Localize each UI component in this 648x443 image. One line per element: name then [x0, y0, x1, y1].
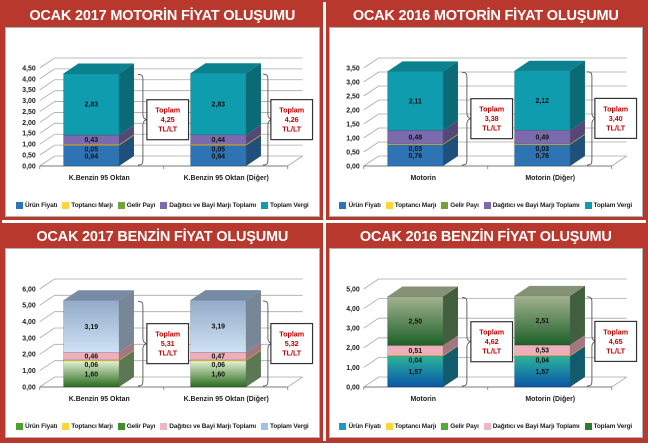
chart-quadrant-2016-motorin: [326, 2, 647, 220]
legend-swatch-icon: [118, 423, 125, 430]
segment-value-label: 2,83: [211, 101, 226, 109]
bar: [387, 61, 457, 166]
total-box-value: 5,31: [160, 340, 175, 349]
x-category-label: Motorin (Diğer): [524, 395, 575, 404]
legend-label: Dağıtıcı ve Bayi Marjı Toplamı: [492, 201, 580, 209]
y-tick-label: 0,00: [345, 384, 360, 392]
legend-swatch-icon: [16, 423, 23, 430]
legend-label: Toplam Vergi: [593, 201, 633, 209]
segment-value-label: 3,19: [211, 323, 226, 331]
gridline: [40, 279, 303, 289]
legend-item: [160, 423, 256, 430]
y-tick-label: 2,00: [345, 345, 360, 353]
chart-title: OCAK 2017 MOTORİN FİYAT OLUŞUMU: [29, 8, 296, 24]
chart-legend: [330, 417, 643, 437]
y-tick-label: 0,50: [22, 152, 36, 160]
legend-swatch-icon: [484, 423, 491, 430]
legend-label: Gelir Payı: [126, 201, 156, 209]
total-box-unit: TL/LT: [158, 349, 178, 358]
legend-swatch-icon: [386, 423, 393, 430]
chart-canvas: [6, 249, 319, 417]
total-box-label: Toplam: [478, 105, 504, 114]
bar: [514, 286, 584, 387]
legend-label: Gelir Payı: [450, 422, 479, 430]
chart-canvas: [330, 28, 643, 196]
y-tick-label: 5,00: [22, 302, 36, 310]
x-category-label: Motorin: [410, 174, 436, 183]
legend-item: [386, 202, 436, 209]
segment-value-label: 0,05: [84, 146, 99, 154]
bar-side-face: [443, 61, 458, 130]
segment-value-label: 3,19: [84, 323, 99, 331]
y-tick-label: 1,00: [345, 135, 360, 143]
segment-value-label: 0,76: [408, 152, 422, 160]
bar: [64, 290, 134, 387]
y-tick-label: 0,00: [345, 163, 360, 171]
brace: [138, 301, 147, 386]
y-tick-label: 3,50: [345, 65, 360, 73]
legend-item: [441, 423, 479, 430]
total-box-unit: TL/LT: [481, 124, 501, 133]
legend-label: Toptancı Marjı: [394, 422, 437, 430]
y-tick-label: 4,50: [22, 65, 36, 73]
bar: [191, 290, 261, 387]
segment-value-label: 0,04: [535, 357, 549, 365]
y-tick-label: 3,00: [345, 79, 360, 87]
legend-item: [261, 202, 309, 209]
total-box-value: 3,40: [608, 114, 623, 123]
segment-value-label: 0,46: [84, 353, 99, 361]
legend-label: Toplam Vergi: [593, 422, 633, 430]
chart-legend: [6, 196, 319, 216]
chart-legend: [330, 196, 643, 216]
segment-value-label: 0,94: [211, 153, 226, 161]
chart-panel: [329, 248, 644, 438]
legend-item: [339, 202, 380, 209]
brace: [138, 74, 147, 165]
bar-side-face: [119, 63, 134, 135]
y-tick-label: 1,00: [345, 364, 360, 372]
segment-value-label: 0,06: [211, 362, 226, 370]
chart-quadrant-2017-benzin: [2, 223, 323, 441]
segment-value-label: 1,60: [211, 371, 226, 379]
legend-item: [118, 423, 156, 430]
x-category-label: Motorin (Diğer): [524, 174, 575, 183]
total-box-label: Toplam: [155, 330, 181, 339]
legend-label: Toptancı Marjı: [71, 422, 113, 430]
chart-title: OCAK 2017 BENZİN FİYAT OLUŞUMU: [36, 229, 289, 245]
bar-side-face: [570, 286, 585, 345]
legend-swatch-icon: [484, 202, 491, 209]
chart-legend: [6, 417, 319, 437]
total-box-unit: TL/LT: [605, 124, 625, 133]
y-tick-label: 2,00: [345, 107, 360, 115]
legend-label: Toptancı Marjı: [394, 201, 437, 209]
legend-label: Ürün Fiyatı: [348, 422, 381, 430]
bar: [514, 61, 584, 166]
segment-value-label: 2,12: [535, 97, 549, 105]
total-box-value: 3,38: [484, 115, 499, 124]
legend-label: Gelir Payı: [126, 422, 156, 430]
bar: [64, 63, 134, 166]
segment-value-label: 0,47: [211, 353, 226, 361]
legend-swatch-icon: [339, 423, 346, 430]
legend-swatch-icon: [339, 202, 346, 209]
total-box-label: Toplam: [279, 330, 305, 339]
legend-item: [62, 202, 112, 209]
segment-value-label: 0,49: [535, 134, 549, 142]
floor-edge-line: [288, 156, 303, 166]
legend-item: [585, 202, 633, 209]
legend-item: [16, 202, 57, 209]
segment-value-label: 0,03: [535, 145, 549, 153]
chart-quadrant-2017-motorin: [2, 2, 323, 220]
legend-item: [16, 423, 57, 430]
y-tick-label: 0,00: [22, 163, 36, 171]
legend-item: [261, 423, 309, 430]
total-box-label: Toplam: [478, 328, 504, 337]
chart-panel: [5, 248, 320, 438]
chart-canvas: [330, 249, 643, 417]
x-category-label: K.Benzin 95 Oktan (Diğer): [183, 395, 269, 404]
legend-swatch-icon: [160, 423, 167, 430]
bar-side-face: [246, 63, 261, 135]
y-tick-label: 4,00: [345, 305, 360, 314]
chart-panel: [5, 27, 320, 217]
legend-item: [160, 202, 256, 209]
chart-panel: [329, 27, 644, 217]
bar-side-face: [443, 286, 458, 345]
floor-edge-line: [611, 377, 626, 387]
x-category-label: K.Benzin 95 Oktan: [68, 395, 130, 404]
total-box-value: 5,32: [284, 340, 299, 349]
chart-plot-area: [6, 28, 319, 196]
legend-swatch-icon: [441, 423, 448, 430]
bar: [387, 286, 457, 387]
total-box-unit: TL/LT: [605, 347, 625, 356]
total-box-value: 4,62: [484, 338, 499, 347]
legend-item: [62, 423, 112, 430]
x-category-label: K.Benzin 95 Oktan: [68, 174, 130, 183]
bar-side-face: [570, 61, 585, 130]
segment-value-label: 2,11: [408, 98, 422, 106]
y-tick-label: 6,00: [22, 286, 36, 294]
y-tick-label: 0,50: [345, 149, 360, 157]
legend-swatch-icon: [585, 423, 592, 430]
segment-value-label: 2,50: [408, 318, 422, 326]
legend-item: [339, 423, 380, 430]
total-box-value: 4,26: [284, 116, 299, 125]
legend-swatch-icon: [62, 202, 69, 209]
y-tick-label: 3,00: [345, 325, 360, 333]
chart-quadrant-2016-benzin: [326, 223, 647, 441]
floor-edge-line: [611, 156, 626, 166]
segment-value-label: 2,83: [84, 101, 99, 109]
total-box-value: 4,25: [160, 116, 175, 125]
y-tick-label: 2,50: [22, 108, 36, 116]
legend-swatch-icon: [386, 202, 393, 209]
legend-swatch-icon: [585, 202, 592, 209]
y-tick-label: 2,50: [345, 93, 360, 101]
segment-value-label: 0,04: [408, 357, 422, 365]
legend-swatch-icon: [16, 202, 23, 209]
total-box-label: Toplam: [155, 106, 181, 115]
total-box-label: Toplam: [602, 105, 628, 114]
bar: [191, 63, 261, 166]
chart-title: OCAK 2016 BENZİN FİYAT OLUŞUMU: [359, 229, 612, 245]
y-tick-label: 2,00: [22, 119, 36, 127]
segment-value-label: 1,57: [535, 369, 549, 377]
total-box-label: Toplam: [602, 328, 628, 337]
legend-item: [484, 202, 580, 209]
segment-value-label: 0,06: [84, 362, 99, 370]
segment-value-label: 1,60: [84, 371, 99, 379]
y-tick-label: 3,00: [22, 335, 36, 343]
y-tick-label: 0,00: [22, 384, 36, 392]
legend-label: Dağıtıcı ve Bayi Marjı Toplamı: [169, 422, 257, 430]
total-box-unit: TL/LT: [158, 125, 178, 134]
y-tick-label: 4,00: [22, 319, 36, 327]
legend-label: Toplam Vergi: [270, 201, 309, 209]
legend-item: [441, 202, 479, 209]
segment-value-label: 0,76: [535, 152, 549, 160]
bar-side-face: [246, 290, 261, 352]
segment-value-label: 0,05: [211, 146, 226, 154]
y-tick-label: 2,00: [22, 351, 36, 359]
legend-label: Gelir Payı: [450, 201, 479, 209]
legend-label: Toptancı Marjı: [71, 201, 113, 209]
chart-plot-area: [330, 249, 643, 417]
legend-item: [386, 423, 436, 430]
segment-value-label: 0,94: [84, 153, 99, 161]
y-tick-label: 3,50: [22, 87, 36, 95]
legend-label: Toplam Vergi: [270, 422, 309, 430]
legend-label: Ürün Fiyatı: [24, 201, 58, 209]
legend-item: [484, 423, 580, 430]
legend-label: Dağıtıcı ve Bayi Marjı Toplamı: [169, 201, 257, 209]
legend-item: [585, 423, 633, 430]
y-tick-label: 1,50: [345, 121, 360, 129]
total-box-unit: TL/LT: [282, 125, 302, 134]
y-tick-label: 1,00: [22, 368, 36, 376]
segment-value-label: 0,51: [408, 347, 422, 355]
chart-title: OCAK 2016 MOTORİN FİYAT OLUŞUMU: [352, 8, 619, 24]
legend-swatch-icon: [261, 202, 268, 209]
x-category-label: Motorin: [410, 395, 436, 404]
segment-value-label: 0,53: [535, 347, 549, 355]
total-box-unit: TL/LT: [481, 347, 501, 356]
legend-swatch-icon: [62, 423, 69, 430]
total-box-value: 4,65: [608, 337, 623, 346]
y-tick-label: 3,00: [22, 98, 36, 106]
chart-canvas: [6, 28, 319, 196]
legend-label: Ürün Fiyatı: [24, 422, 58, 430]
legend-swatch-icon: [261, 423, 268, 430]
x-category-label: K.Benzin 95 Oktan (Diğer): [183, 174, 269, 183]
y-tick-label: 5,00: [345, 286, 360, 294]
segment-value-label: 0,48: [408, 134, 422, 142]
total-box-unit: TL/LT: [282, 349, 302, 358]
legend-swatch-icon: [160, 202, 167, 209]
segment-value-label: 0,43: [84, 137, 99, 145]
brace: [461, 297, 470, 386]
floor-edge-line: [288, 377, 303, 387]
legend-label: Dağıtıcı ve Bayi Marjı Toplamı: [492, 422, 580, 430]
segment-value-label: 2,51: [535, 317, 549, 325]
legend-label: Ürün Fiyatı: [348, 201, 381, 209]
bar-side-face: [119, 290, 134, 352]
y-tick-label: 1,50: [22, 130, 36, 138]
y-tick-label: 4,00: [22, 76, 36, 84]
legend-item: [118, 202, 156, 209]
segment-value-label: 0,44: [211, 137, 226, 145]
segment-value-label: 1,57: [408, 369, 422, 377]
legend-swatch-icon: [118, 202, 125, 209]
y-tick-label: 1,00: [22, 141, 36, 149]
total-box-label: Toplam: [279, 106, 305, 115]
legend-swatch-icon: [441, 202, 448, 209]
segment-value-label: 0,03: [408, 145, 422, 153]
chart-plot-area: [6, 249, 319, 417]
chart-plot-area: [330, 28, 643, 196]
